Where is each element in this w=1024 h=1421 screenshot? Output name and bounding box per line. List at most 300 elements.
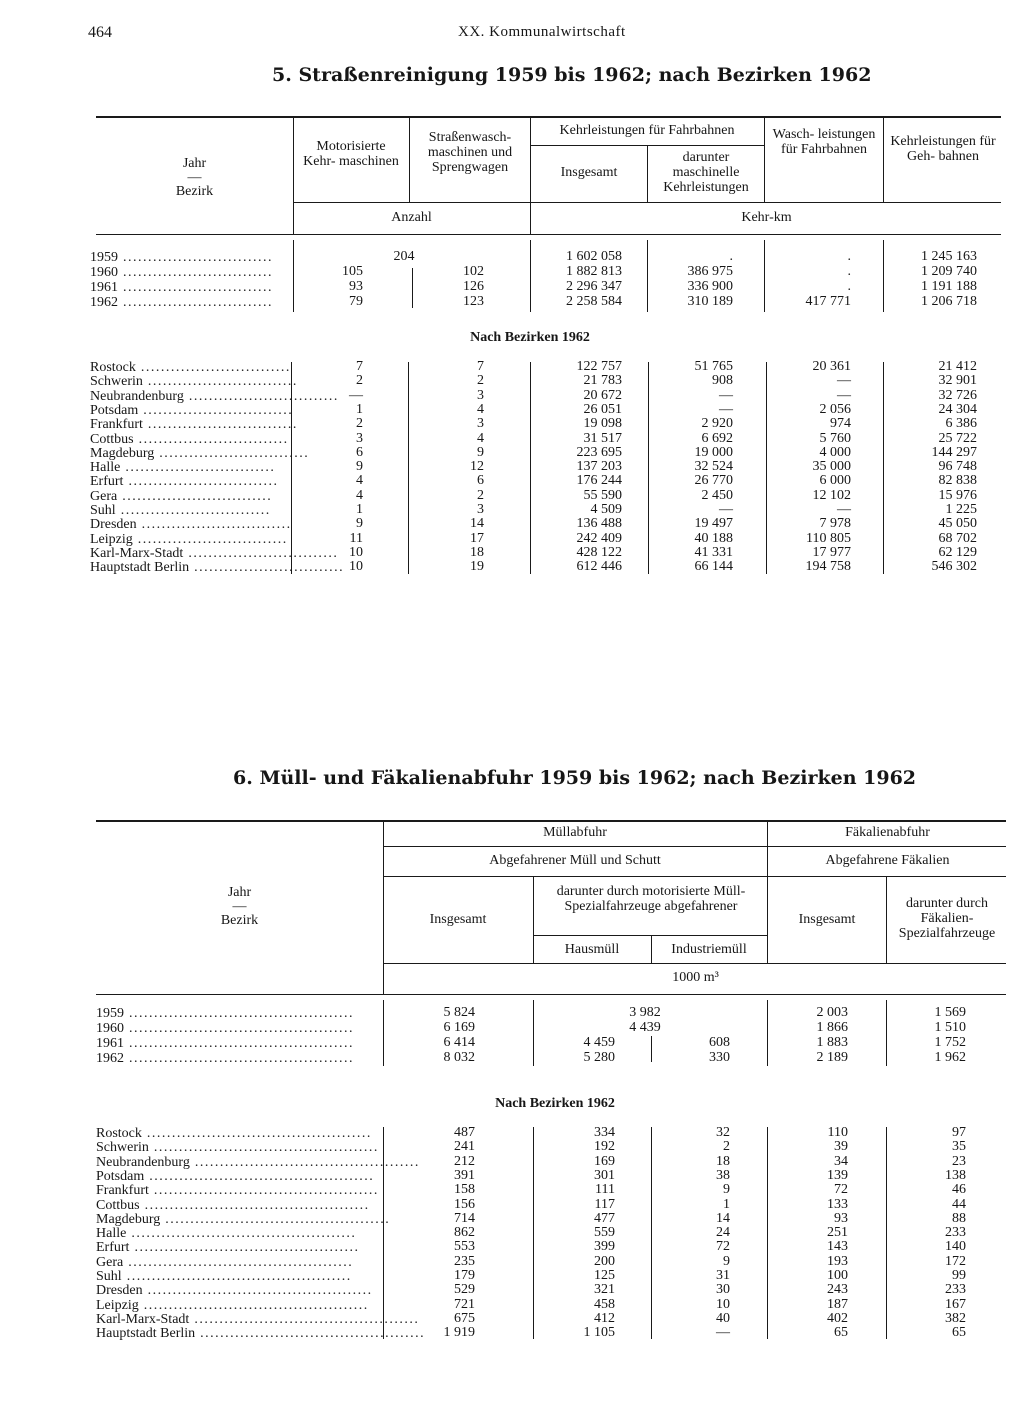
t6-cell-industrie: 608 — [709, 1035, 730, 1050]
t5-cell-waschl: 7 978 — [819, 516, 851, 532]
t5-cell-waschl: 35 000 — [812, 459, 851, 475]
t5-cell-wasch: 4 — [477, 430, 484, 446]
t5-cell-maschinell: 2 450 — [701, 487, 733, 503]
t6-district-label: Halle ............................................. — [96, 1226, 357, 1242]
t5-district-name: Halle — [90, 460, 121, 476]
t6-cell-insgesamt: 156 — [454, 1196, 475, 1212]
t5-year-text: 1961 — [90, 280, 118, 295]
t5-cell-maschinell: 336 900 — [687, 279, 733, 294]
t5-cell-wasch: 3 — [477, 387, 484, 403]
t6-cell-f_insgesamt: 34 — [834, 1153, 848, 1169]
t5-district-label: Potsdam .............................. — [90, 402, 294, 418]
t5-year-text: 1962 — [90, 295, 118, 310]
t5-district-label: Leipzig .............................. — [90, 531, 288, 547]
t5-cell-maschinell: 19 497 — [694, 516, 733, 532]
t5-cell-waschl: . — [847, 279, 851, 294]
t6-cell-insgesamt: 529 — [454, 1282, 475, 1298]
t5-district-name: Erfurt — [90, 474, 124, 490]
t5-cell-wasch: 14 — [470, 516, 484, 532]
t5-cell-insgesamt: 612 446 — [576, 559, 622, 575]
t6-cell-f_insgesamt: 251 — [827, 1225, 848, 1241]
t6-cell-industrie: 40 — [716, 1310, 730, 1326]
t5-year-text: 1960 — [90, 265, 118, 280]
t5-header-strassenwasch: Straßenwasch- maschinen und Sprengwagen — [427, 130, 513, 175]
t5-district-name: Dresden — [90, 517, 137, 533]
t5-subheading: Nach Bezirken 1962 — [470, 330, 590, 345]
t5-cell-wasch: 2 — [477, 487, 484, 503]
t6-cell-insgesamt: 6 169 — [443, 1020, 475, 1035]
t6-header-hausmuell: Hausmüll — [564, 942, 620, 957]
t6-district-name: Magdeburg — [96, 1211, 161, 1227]
t6-cell-haus: 4 459 — [583, 1035, 615, 1050]
t5-district-name: Cottbus — [90, 431, 134, 447]
t6-year-text: 1962 — [96, 1051, 124, 1066]
t6-district-name: Erfurt — [96, 1240, 130, 1256]
t6-cell-combined: 3 982 — [629, 1005, 661, 1020]
t6-cell-f_spezial: 172 — [945, 1253, 966, 1269]
t6-cell-haus: 412 — [594, 1310, 615, 1326]
t6-district-name: Halle — [96, 1226, 127, 1242]
t6-unit: 1000 m³ — [672, 970, 719, 985]
t5-district-label: Magdeburg .............................. — [90, 445, 310, 461]
t5-cell-motor: 2 — [356, 373, 363, 389]
t5-cell-waschl: 17 977 — [812, 544, 851, 560]
t6-cell-insgesamt: 5 824 — [443, 1005, 475, 1020]
t5-cell-maschinell: 386 975 — [687, 264, 733, 279]
t5-cell-insgesamt: 242 409 — [576, 530, 622, 546]
t5-cell-motor: 9 — [356, 516, 363, 532]
t6-header-muellabfuhr: Müllabfuhr — [543, 825, 607, 840]
t5-cell-insgesamt: 137 203 — [576, 459, 622, 475]
t6-district-name: Rostock — [96, 1126, 142, 1141]
t6-cell-insgesamt: 179 — [454, 1268, 475, 1283]
table5-title: 5. Straßenreinigung 1959 bis 1962; nach Bezirken 1962 — [272, 64, 872, 86]
t6-year-label: 1959 ............................................. — [96, 1006, 354, 1021]
t6-cell-f_spezial: 1 752 — [934, 1035, 966, 1050]
t5-cell-wasch: 19 — [470, 559, 484, 575]
t5-district-name: Leipzig — [90, 531, 133, 547]
t6-cell-f_insgesamt: 100 — [827, 1268, 848, 1283]
t5-cell-insgesamt: 21 783 — [583, 373, 622, 389]
t5-district-label: Suhl .............................. — [90, 503, 271, 518]
t5-cell-motor: 6 — [356, 444, 363, 460]
t5-cell-gehbahnen: 62 129 — [938, 544, 977, 560]
t6-cell-haus: 399 — [594, 1239, 615, 1255]
t5-cell-gehbahnen: 82 838 — [938, 473, 977, 489]
t6-cell-f_insgesamt: 402 — [827, 1310, 848, 1326]
t5-cell-gehbahnen: 68 702 — [938, 530, 977, 546]
t5-cell-waschl: — — [837, 502, 851, 517]
t6-district-name: Potsdam — [96, 1168, 145, 1184]
t5-cell-insgesamt: 176 244 — [576, 473, 622, 489]
t5-cell-maschinell: 66 144 — [694, 559, 733, 575]
t6-district-label: Frankfurt ............................................. — [96, 1183, 379, 1199]
t5-cell-waschl: 20 361 — [812, 359, 851, 374]
t5-cell-waschl: 974 — [830, 416, 851, 432]
t5-district-name: Rostock — [90, 360, 136, 375]
t6-cell-industrie: 24 — [716, 1225, 730, 1241]
t6-cell-f_insgesamt: 1 866 — [816, 1020, 848, 1035]
t5-cell-motor: 1 — [356, 401, 363, 417]
t6-cell-f_insgesamt: 2 189 — [816, 1050, 848, 1065]
t6-cell-f_insgesamt: 1 883 — [816, 1035, 848, 1050]
t5-header-kehrleistungen-fahrbahnen: Kehrleistungen für Fahrbahnen — [559, 123, 735, 138]
t5-cell-motor: 79 — [349, 294, 363, 309]
t6-cell-insgesamt: 158 — [454, 1182, 475, 1198]
t5-cell-maschinell: 2 920 — [701, 416, 733, 432]
t6-cell-insgesamt: 1 919 — [443, 1325, 475, 1341]
t6-cell-f_insgesamt: 39 — [834, 1139, 848, 1155]
t6-cell-insgesamt: 487 — [454, 1125, 475, 1140]
t5-cell-waschl: 4 000 — [819, 444, 851, 460]
t6-cell-f_insgesamt: 65 — [834, 1325, 848, 1341]
t5-header-bezirk: Bezirk — [175, 184, 214, 199]
t5-year-label: 1962 .............................. — [90, 295, 273, 310]
t5-district-name: Neubrandenburg — [90, 388, 184, 404]
t6-cell-haus: 301 — [594, 1167, 615, 1183]
t5-cell-maschinell: 51 765 — [694, 359, 733, 374]
t5-cell-waschl: 110 805 — [806, 530, 851, 546]
t6-cell-f_spezial: 23 — [952, 1153, 966, 1169]
t5-cell-gehbahnen: 21 412 — [938, 359, 977, 374]
t5-cell-insgesamt: 428 122 — [576, 544, 622, 560]
t6-district-name: Hauptstadt Berlin — [96, 1326, 196, 1342]
t5-district-label: Dresden .............................. — [90, 517, 292, 533]
t5-cell-gehbahnen: 32 726 — [938, 387, 977, 403]
t6-cell-f_insgesamt: 72 — [834, 1182, 848, 1198]
t5-cell-motor: 11 — [349, 530, 363, 546]
t5-header-waschleistungen: Wasch- leistungen für Fahrbahnen — [772, 127, 876, 157]
t6-cell-f_spezial: 65 — [952, 1325, 966, 1341]
t5-cell-wasch: 3 — [477, 502, 484, 517]
t6-cell-f_spezial: 1 962 — [934, 1050, 966, 1065]
t6-cell-industrie: 31 — [716, 1268, 730, 1283]
t6-cell-insgesamt: 675 — [454, 1310, 475, 1326]
t5-cell-insgesamt: 31 517 — [583, 430, 622, 446]
t5-cell-wasch: 2 — [477, 373, 484, 389]
t6-cell-industrie: 9 — [723, 1253, 730, 1269]
t5-cell-maschinell: — — [719, 387, 733, 403]
t5-cell-insgesamt: 1 602 058 — [566, 249, 622, 264]
t5-header-motorisierte: Motorisierte Kehr- maschinen — [303, 139, 399, 169]
t6-header-dash: — — [232, 899, 247, 914]
t6-header-insgesamt: Insgesamt — [429, 912, 487, 927]
t5-header-jahr: Jahr — [182, 156, 207, 171]
t5-cell-wasch: 102 — [463, 264, 484, 279]
t6-cell-insgesamt: 212 — [454, 1153, 475, 1169]
t5-cell-wasch: 17 — [470, 530, 484, 546]
t5-district-label: Erfurt .............................. — [90, 474, 279, 490]
t6-cell-f_spezial: 97 — [952, 1125, 966, 1140]
t6-district-label: Hauptstadt Berlin ............................................. — [96, 1326, 426, 1342]
t6-cell-industrie: 9 — [723, 1182, 730, 1198]
t5-cell-wasch: 7 — [477, 359, 484, 374]
t6-cell-industrie: 14 — [716, 1210, 730, 1226]
t5-cell-wasch: 9 — [477, 444, 484, 460]
t5-cell-gehbahnen: 1 191 188 — [921, 279, 977, 294]
t6-subheading: Nach Bezirken 1962 — [495, 1096, 615, 1111]
t6-district-label: Suhl ............................................. — [96, 1269, 352, 1284]
t5-cell-gehbahnen: 546 302 — [931, 559, 977, 575]
t6-cell-f_spezial: 167 — [945, 1296, 966, 1312]
t5-cell-insgesamt: 55 590 — [583, 487, 622, 503]
t6-cell-haus: 200 — [594, 1253, 615, 1269]
t5-header-gehbahnen: Kehrleistungen für Geh- bahnen — [890, 134, 996, 164]
t5-cell-gehbahnen: 1 206 718 — [921, 294, 977, 309]
t5-district-label: Frankfurt .............................. — [90, 417, 298, 433]
t6-cell-insgesamt: 6 414 — [443, 1035, 475, 1050]
t6-header-jahr: Jahr — [227, 885, 252, 900]
t6-cell-haus: 559 — [594, 1225, 615, 1241]
t6-year-label: 1962 ............................................. — [96, 1051, 354, 1066]
t5-cell-maschinell: 19 000 — [694, 444, 733, 460]
t5-cell-wasch: 4 — [477, 401, 484, 417]
t6-cell-haus: 111 — [595, 1182, 615, 1198]
t5-cell-maschinell: . — [729, 249, 733, 264]
t6-cell-haus: 169 — [594, 1153, 615, 1169]
t6-year-label: 1960 ............................................. — [96, 1021, 354, 1036]
t5-year-label: 1960 .............................. — [90, 265, 273, 280]
t5-cell-waschl: . — [847, 264, 851, 279]
t6-district-name: Leipzig — [96, 1297, 139, 1313]
t5-cell-insgesamt: 26 051 — [583, 401, 622, 417]
t5-cell-maschinell: — — [719, 502, 733, 517]
t5-district-name: Karl-Marx-Stadt — [90, 545, 184, 561]
t6-cell-industrie: 30 — [716, 1282, 730, 1298]
t5-district-label: Neubrandenburg .............................. — [90, 388, 339, 404]
t5-cell-waschl: 194 758 — [805, 559, 851, 575]
t6-cell-haus: 458 — [594, 1296, 615, 1312]
t5-cell-maschinell: 32 524 — [694, 459, 733, 475]
t5-cell-gehbahnen: 15 976 — [938, 487, 977, 503]
t6-cell-f_spezial: 233 — [945, 1282, 966, 1298]
t5-cell-insgesamt: 19 098 — [583, 416, 622, 432]
t6-cell-f_insgesamt: 139 — [827, 1167, 848, 1183]
t6-cell-insgesamt: 235 — [454, 1253, 475, 1269]
t6-district-label: Erfurt ............................................. — [96, 1240, 360, 1256]
t6-district-name: Karl-Marx-Stadt — [96, 1311, 190, 1327]
t5-cell-waschl: 2 056 — [819, 401, 851, 417]
t6-cell-f_spezial: 35 — [952, 1139, 966, 1155]
t6-cell-industrie: 2 — [723, 1139, 730, 1155]
t5-cell-wasch: 126 — [463, 279, 484, 294]
t6-district-name: Neubrandenburg — [96, 1154, 190, 1170]
t5-cell-waschl: — — [837, 387, 851, 403]
t6-cell-insgesamt: 721 — [454, 1296, 475, 1312]
t5-cell-insgesamt: 136 488 — [576, 516, 622, 532]
t5-cell-gehbahnen: 144 297 — [931, 444, 977, 460]
t6-cell-haus: 1 105 — [583, 1325, 615, 1341]
t5-cell-motor: 9 — [356, 459, 363, 475]
t5-district-name: Frankfurt — [90, 417, 143, 433]
t6-cell-industrie: 32 — [716, 1125, 730, 1140]
t5-cell-maschinell: 908 — [712, 373, 733, 389]
t6-year-text: 1961 — [96, 1036, 124, 1051]
t6-cell-haus: 477 — [594, 1210, 615, 1226]
t5-cell-gehbahnen: 24 304 — [938, 401, 977, 417]
t6-header-faekalienabfuhr: Fäkalienabfuhr — [845, 825, 930, 840]
t5-cell-waschl: . — [847, 249, 851, 264]
t6-cell-f_spezial: 1 569 — [934, 1005, 966, 1020]
t5-cell-wasch: 12 — [470, 459, 484, 475]
t5-cell-motor: 3 — [356, 430, 363, 446]
t5-district-label: Schwerin .............................. — [90, 374, 298, 390]
t6-header-abgefahrener: Abgefahrener Müll und Schutt — [489, 853, 661, 868]
t5-cell-maschinell: 41 331 — [694, 544, 733, 560]
t5-unit-kehrkm: Kehr-km — [741, 210, 792, 225]
t5-cell-motor: 4 — [356, 487, 363, 503]
t6-year-text: 1959 — [96, 1006, 124, 1021]
t5-cell-gehbahnen: 1 245 163 — [921, 249, 977, 264]
t6-cell-f_spezial: 233 — [945, 1225, 966, 1241]
t6-year-label: 1961 ............................................. — [96, 1036, 354, 1051]
t6-district-label: Leipzig ............................................. — [96, 1297, 369, 1313]
t5-district-name: Suhl — [90, 503, 116, 518]
t6-cell-f_insgesamt: 187 — [827, 1296, 848, 1312]
t6-cell-industrie: 18 — [716, 1153, 730, 1169]
t6-cell-f_spezial: 46 — [952, 1182, 966, 1198]
t5-district-label: Halle .............................. — [90, 460, 276, 476]
t6-cell-f_spezial: 382 — [945, 1310, 966, 1326]
t6-district-label: Schwerin ............................................. — [96, 1140, 379, 1156]
t6-district-name: Gera — [96, 1254, 124, 1270]
t6-cell-f_spezial: 44 — [952, 1196, 966, 1212]
t6-cell-f_insgesamt: 93 — [834, 1210, 848, 1226]
t6-cell-industrie: — — [716, 1325, 730, 1341]
t6-district-label: Potsdam ............................................. — [96, 1168, 375, 1184]
t6-district-label: Dresden ............................................. — [96, 1283, 373, 1299]
t5-district-label: Karl-Marx-Stadt .............................. — [90, 545, 339, 561]
t5-cell-wasch: 18 — [470, 544, 484, 560]
t5-cell-wasch: 3 — [477, 416, 484, 432]
t6-header-f-insgesamt: Insgesamt — [798, 912, 856, 927]
t5-cell-maschinell: — — [719, 401, 733, 417]
t5-district-name: Schwerin — [90, 374, 143, 390]
t6-cell-f_insgesamt: 133 — [827, 1196, 848, 1212]
t5-year-text: 1959 — [90, 250, 118, 265]
t6-cell-combined: 4 439 — [629, 1020, 661, 1035]
t5-year-label: 1959 .............................. — [90, 250, 273, 265]
t6-cell-f_insgesamt: 110 — [827, 1125, 848, 1140]
t5-cell-insgesamt: 2 296 347 — [566, 279, 622, 294]
t6-cell-insgesamt: 714 — [454, 1210, 475, 1226]
t5-cell-gehbahnen: 32 901 — [938, 373, 977, 389]
page-number: 464 — [88, 24, 112, 41]
t6-cell-insgesamt: 862 — [454, 1225, 475, 1241]
t5-cell-motor: 2 — [356, 416, 363, 432]
t5-district-name: Magdeburg — [90, 445, 155, 461]
t6-district-name: Frankfurt — [96, 1183, 149, 1199]
t6-cell-insgesamt: 553 — [454, 1239, 475, 1255]
t5-cell-gehbahnen: 96 748 — [938, 459, 977, 475]
t6-cell-industrie: 1 — [723, 1196, 730, 1212]
t6-year-text: 1960 — [96, 1021, 124, 1036]
running-head: XX. Kommunalwirtschaft — [458, 24, 626, 40]
t5-cell-waschl: — — [837, 373, 851, 389]
t6-cell-f_spezial: 88 — [952, 1210, 966, 1226]
t6-district-label: Cottbus ............................................. — [96, 1197, 370, 1213]
t5-district-name: Potsdam — [90, 402, 139, 418]
t5-cell-motor: 93 — [349, 279, 363, 294]
t6-cell-haus: 192 — [594, 1139, 615, 1155]
t5-district-name: Gera — [90, 488, 118, 504]
t6-cell-f_insgesamt: 143 — [827, 1239, 848, 1255]
t6-district-label: Neubrandenburg ............................................. — [96, 1154, 420, 1170]
t5-cell-gehbahnen: 1 209 740 — [921, 264, 977, 279]
t6-cell-haus: 125 — [594, 1268, 615, 1283]
t6-cell-industrie: 330 — [709, 1050, 730, 1065]
t5-district-label: Rostock .............................. — [90, 360, 291, 375]
t6-cell-f_spezial: 1 510 — [934, 1020, 966, 1035]
t5-cell-insgesamt: 122 757 — [576, 359, 622, 374]
t6-cell-industrie: 38 — [716, 1167, 730, 1183]
t5-cell-maschinell: 310 189 — [687, 294, 733, 309]
t5-cell-motor: — — [349, 387, 363, 403]
t5-cell-insgesamt: 1 882 813 — [566, 264, 622, 279]
t5-cell-gehbahnen: 6 386 — [945, 416, 977, 432]
t5-unit-anzahl: Anzahl — [391, 210, 432, 225]
t5-cell-insgesamt: 20 672 — [583, 387, 622, 403]
t5-cell-motor: 105 — [342, 264, 363, 279]
t6-cell-haus: 334 — [594, 1125, 615, 1140]
t6-district-name: Dresden — [96, 1283, 143, 1299]
table6-title: 6. Müll- und Fäkalienabfuhr 1959 bis 1962; nach Bezirken 1962 — [233, 767, 917, 789]
t5-cell-waschl: 12 102 — [812, 487, 851, 503]
t6-cell-insgesamt: 8 032 — [443, 1050, 475, 1065]
t6-cell-insgesamt: 241 — [454, 1139, 475, 1155]
t5-cell-gehbahnen: 45 050 — [938, 516, 977, 532]
t6-district-name: Schwerin — [96, 1140, 149, 1156]
t6-cell-f_insgesamt: 243 — [827, 1282, 848, 1298]
t5-cell-maschinell: 40 188 — [694, 530, 733, 546]
t5-district-label: Gera .............................. — [90, 488, 273, 504]
t5-cell-insgesamt: 2 258 584 — [566, 294, 622, 309]
t5-district-label: Hauptstadt Berlin .............................. — [90, 560, 345, 576]
t5-cell-motor: 10 — [349, 544, 363, 560]
t6-district-label: Gera ............................................. — [96, 1254, 354, 1270]
t6-district-name: Cottbus — [96, 1197, 140, 1213]
t6-header-darunter: darunter durch motorisierte Müll-Spezialfahrzeuge abgefahrener — [556, 884, 746, 914]
t6-cell-f_spezial: 140 — [945, 1239, 966, 1255]
t5-cell-gehbahnen: 25 722 — [938, 430, 977, 446]
t5-cell-motor: 4 — [356, 473, 363, 489]
t6-cell-f_insgesamt: 2 003 — [816, 1005, 848, 1020]
t6-district-label: Rostock ............................................. — [96, 1126, 372, 1141]
t5-cell-wasch: 123 — [463, 294, 484, 309]
t6-header-industriemuell: Industriemüll — [671, 942, 747, 957]
t6-cell-haus: 117 — [594, 1196, 615, 1212]
t5-cell-motor: 7 — [356, 359, 363, 374]
t6-header-f-spezial: darunter durch Fäkalien- Spezialfahrzeuge — [898, 896, 996, 941]
t5-cell-combined: 204 — [393, 249, 415, 264]
t6-district-label: Magdeburg ............................................. — [96, 1211, 391, 1227]
t5-cell-waschl: 6 000 — [819, 473, 851, 489]
t6-cell-industrie: 72 — [716, 1239, 730, 1255]
t6-header-abgefahrene-faekalien: Abgefahrene Fäkalien — [825, 853, 950, 868]
t5-year-label: 1961 .............................. — [90, 280, 273, 295]
t5-cell-insgesamt: 4 509 — [590, 502, 622, 517]
t6-cell-f_spezial: 138 — [945, 1167, 966, 1183]
t5-district-label: Cottbus .............................. — [90, 431, 289, 447]
t6-cell-f_insgesamt: 193 — [827, 1253, 848, 1269]
t5-cell-maschinell: 6 692 — [701, 430, 733, 446]
t5-cell-wasch: 6 — [477, 473, 484, 489]
t5-header-maschinelle: darunter maschinelle Kehrleistungen — [663, 150, 749, 195]
t5-header-insgesamt: Insgesamt — [560, 165, 618, 180]
t6-header-bezirk: Bezirk — [220, 913, 259, 928]
t6-cell-industrie: 10 — [716, 1296, 730, 1312]
t6-cell-haus: 5 280 — [583, 1050, 615, 1065]
